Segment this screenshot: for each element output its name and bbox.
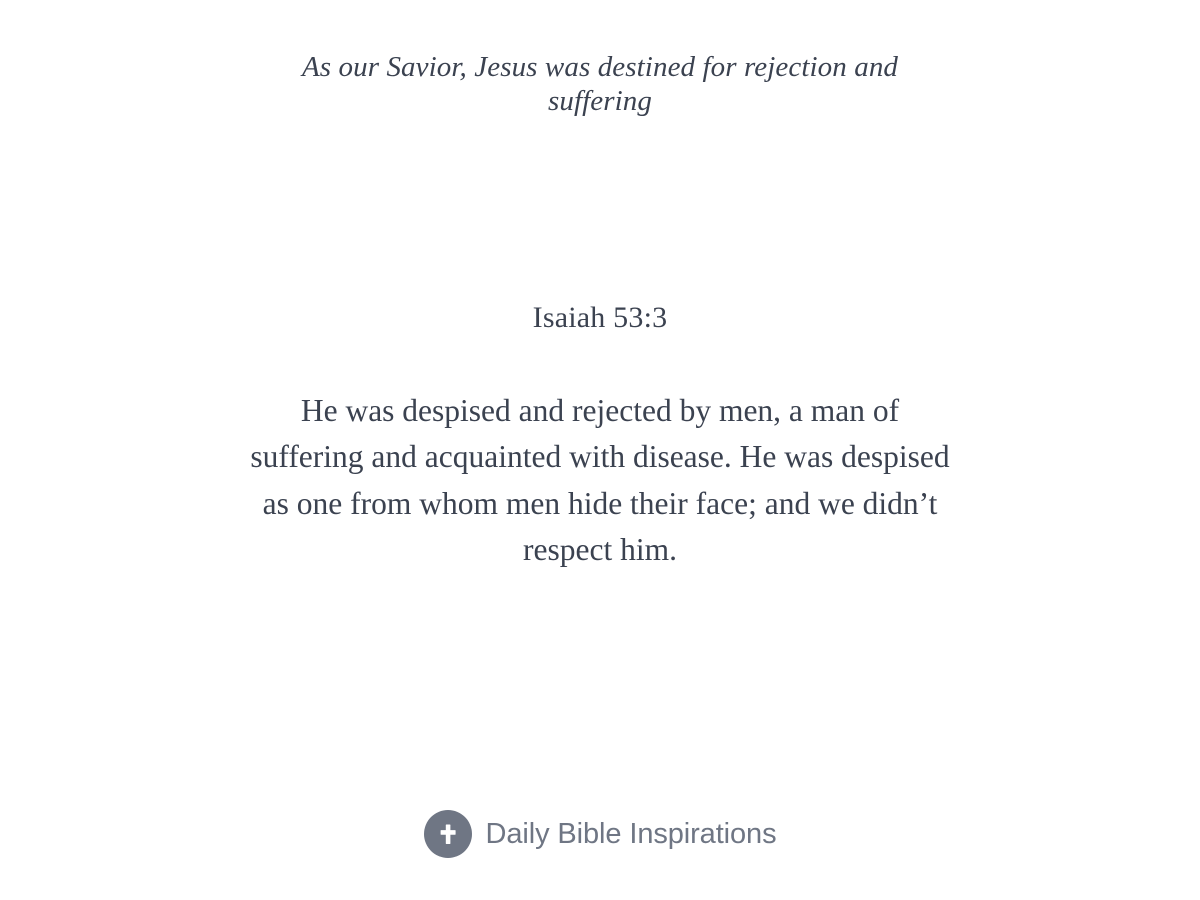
scripture-reference: Isaiah 53:3	[532, 301, 668, 334]
brand-name: Daily Bible Inspirations	[485, 817, 777, 850]
cross-icon	[424, 810, 472, 858]
verse-text: He was despised and rejected by men, a man of suffering and acquainted with disease. He was despised as one from whom men hide their face; and we didn’t respect him.	[250, 393, 950, 567]
footer-branding	[0, 810, 1200, 858]
verse-block	[0, 300, 1200, 573]
headline: As our Savior, Jesus was destined for rejection and suffering	[301, 51, 899, 118]
